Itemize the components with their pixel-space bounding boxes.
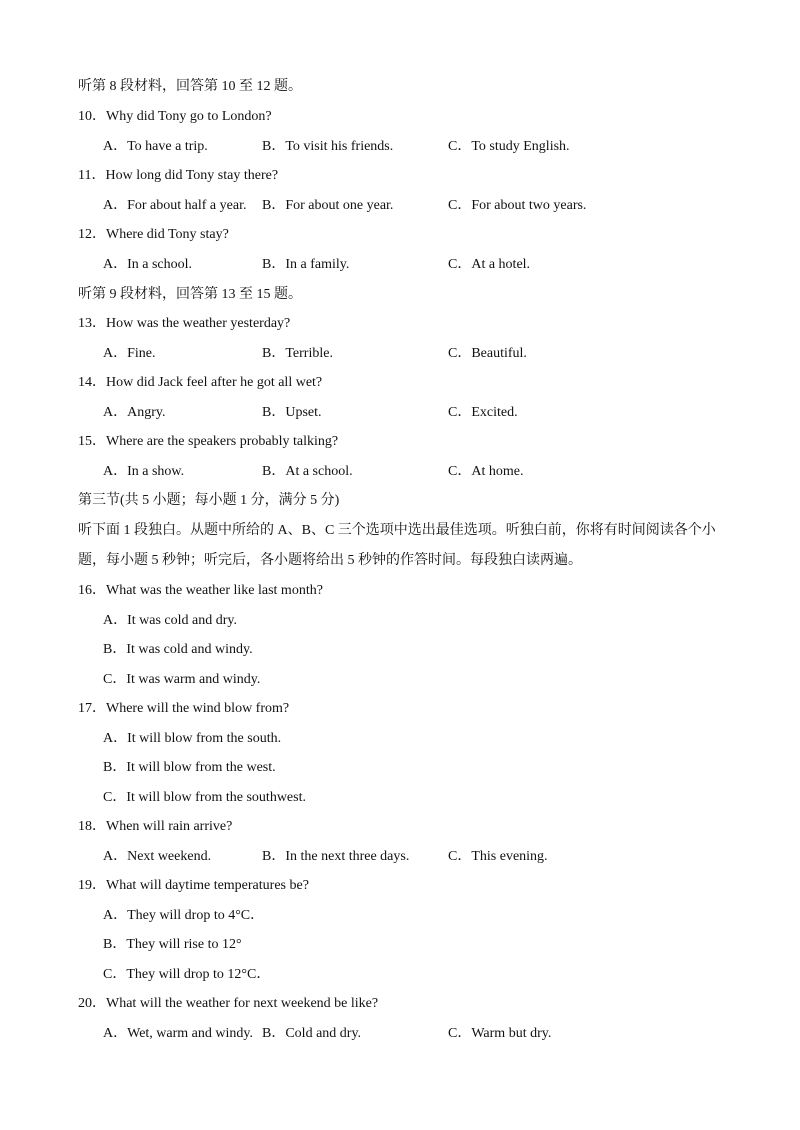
question-11-option-b: B．For about one year. [262, 198, 394, 213]
question-14-option-c: C．Excited. [448, 405, 518, 420]
question-17-option-a: A．It will blow from the south. [103, 731, 282, 746]
question-11-option-a: A．For about half a year. [103, 198, 247, 213]
question-11-stem: 11．How long did Tony stay there? [78, 168, 279, 183]
question-16-stem: 16．What was the weather like last month? [78, 583, 323, 598]
question-14-option-b: B．Upset. [262, 405, 322, 420]
question-20-option-b: B．Cold and dry. [262, 1026, 362, 1041]
question-13-stem: 13．How was the weather yesterday? [78, 316, 291, 331]
question-14-stem: 14．How did Jack feel after he got all wet? [78, 375, 323, 390]
section-heading-8: 听第 8 段材料，回答第 10 至 12 题。 [78, 79, 302, 94]
question-10-option-c: C．To study English. [448, 139, 570, 154]
question-16-option-c: C．It was warm and windy. [103, 672, 261, 687]
question-18-stem: 18．When will rain arrive? [78, 819, 233, 834]
question-15-option-a: A．In a show. [103, 464, 185, 479]
part3-instruction-line-1: 听下面 1 段独白。从题中所给的 A、B、C 三个选项中选出最佳选项。听独白前，你将有时间阅读各个小 [78, 523, 716, 538]
question-14-option-a: A．Angry. [103, 405, 166, 420]
part3-title: 第三节(共 5 小题；每小题 1 分，满分 5 分) [78, 493, 340, 508]
question-10-option-a: A．To have a trip. [103, 139, 208, 154]
question-18-option-a: A．Next weekend. [103, 849, 212, 864]
question-12-option-b: B．In a family. [262, 257, 350, 272]
question-19-option-c: C．They will drop to 12°C． [103, 967, 271, 982]
question-19-stem: 19．What will daytime temperatures be? [78, 878, 309, 893]
question-12-option-a: A．In a school. [103, 257, 193, 272]
question-18-option-b: B．In the next three days. [262, 849, 410, 864]
question-12-option-c: C．At a hotel. [448, 257, 531, 272]
question-17-stem: 17．Where will the wind blow from? [78, 701, 290, 716]
question-20-option-a: A．Wet, warm and windy. [103, 1026, 253, 1041]
question-10-option-b: B．To visit his friends. [262, 139, 394, 154]
question-16-option-b: B．It was cold and windy. [103, 642, 253, 657]
question-17-option-b: B．It will blow from the west. [103, 760, 276, 775]
question-13-option-c: C．Beautiful. [448, 346, 527, 361]
question-15-stem: 15．Where are the speakers probably talking? [78, 434, 339, 449]
question-10-stem: 10．Why did Tony go to London? [78, 109, 272, 124]
question-16-option-a: A．It was cold and dry. [103, 613, 238, 628]
question-20-option-c: C．Warm but dry. [448, 1026, 552, 1041]
question-11-option-c: C．For about two years. [448, 198, 587, 213]
part3-instruction-line-2: 题，每小题 5 秒钟；听完后，各小题将给出 5 秒钟的作答时间。每段独白读两遍。 [78, 553, 582, 568]
section-heading-9: 听第 9 段材料，回答第 13 至 15 题。 [78, 287, 302, 302]
question-19-option-b: B．They will rise to 12° [103, 937, 242, 952]
question-18-option-c: C．This evening. [448, 849, 548, 864]
question-15-option-b: B．At a school. [262, 464, 353, 479]
question-12-stem: 12．Where did Tony stay? [78, 227, 229, 242]
question-13-option-b: B．Terrible. [262, 346, 333, 361]
question-15-option-c: C．At home. [448, 464, 524, 479]
question-17-option-c: C．It will blow from the southwest. [103, 790, 306, 805]
question-19-option-a: A．They will drop to 4°C． [103, 908, 265, 923]
question-13-option-a: A．Fine. [103, 346, 156, 361]
question-20-stem: 20．What will the weather for next weekend be like? [78, 996, 379, 1011]
